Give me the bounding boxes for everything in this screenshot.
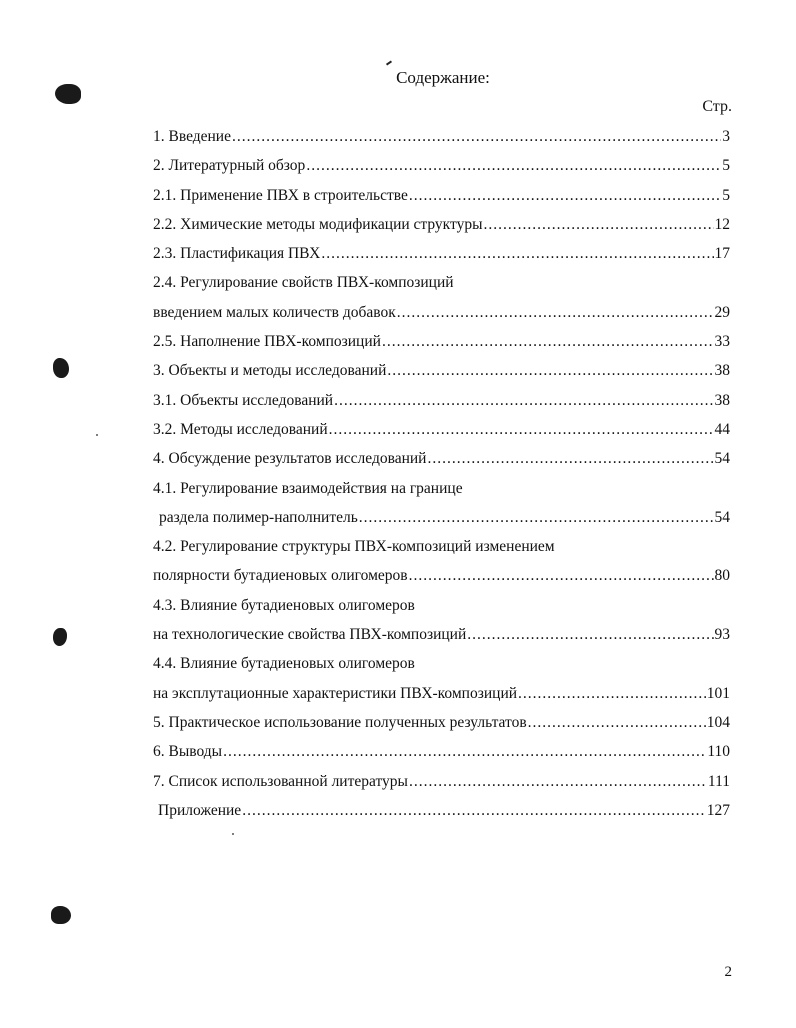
toc-entry-page: 5: [722, 186, 730, 204]
toc-entry-page: 44: [714, 420, 730, 438]
toc-entry-page: 111: [707, 772, 730, 790]
toc-entry-title: 4.1. Регулирование взаимодействия на границе: [153, 479, 463, 497]
table-of-contents: [153, 128, 730, 831]
toc-entry-title: 2. Литературный обзор: [153, 157, 306, 175]
toc-entry-title: 3.1. Объекты исследований: [153, 391, 334, 409]
toc-entry-title: на эксплутационные характеристики ПВХ-композиций: [153, 684, 518, 702]
toc-entry-page: 5: [722, 157, 730, 175]
toc-entry-title: 2.1. Применение ПВХ в строительстве: [153, 186, 408, 204]
toc-entry: [153, 567, 730, 596]
toc-leader: [329, 421, 714, 439]
toc-entry: [153, 773, 730, 802]
toc-entry-title: 5. Практическое использование полученных результатов: [153, 713, 527, 731]
toc-entry: [153, 362, 730, 391]
toc-leader: [223, 743, 706, 761]
toc-leader: [334, 392, 713, 410]
toc-entry: [153, 216, 730, 245]
toc-entry-page: 38: [714, 391, 730, 409]
toc-entry-title: Приложение: [158, 801, 242, 819]
toc-entry-page: 104: [706, 713, 730, 731]
page-column-header: Стр.: [702, 98, 732, 115]
ink-blot-3: [53, 628, 67, 646]
toc-leader: [382, 333, 714, 351]
toc-leader: [387, 362, 713, 380]
toc-entry-title: 2.4. Регулирование свойств ПВХ-композиций: [153, 274, 454, 292]
toc-entry: [153, 743, 730, 772]
toc-entry: [153, 128, 730, 157]
toc-leader: [242, 802, 706, 820]
scan-speck: [96, 434, 98, 436]
toc-entry: [153, 509, 730, 538]
toc-leader: [484, 216, 714, 234]
toc-entry-heading: [153, 538, 730, 567]
toc-entry-page: 12: [714, 215, 730, 233]
toc-leader: [359, 509, 714, 527]
toc-leader: [409, 187, 721, 205]
toc-entry-page: 101: [706, 684, 730, 702]
toc-entry-page: 3: [722, 128, 730, 145]
toc-leader: [409, 567, 714, 585]
toc-leader: [306, 157, 721, 175]
toc-entry: [153, 450, 730, 479]
toc-entry-title: 2.3. Пластификация ПВХ: [153, 245, 321, 263]
toc-entry: [153, 421, 730, 450]
ink-blot-2: [53, 358, 69, 378]
toc-entry-title: 4.4. Влияние бутадиеновых олигомеров: [153, 655, 415, 673]
toc-leader: [397, 304, 714, 322]
toc-entry-title: введением малых количеств добавок: [153, 303, 396, 321]
toc-leader: [518, 685, 706, 703]
toc-entry-title: 7. Список использованной литературы: [153, 772, 408, 790]
toc-entry-title: 4.2. Регулирование структуры ПВХ-композиций изменением: [153, 538, 555, 556]
toc-entry-title: полярности бутадиеновых олигомеров: [153, 567, 408, 585]
toc-entry-title: 4.3. Влияние бутадиеновых олигомеров: [153, 596, 415, 614]
toc-entry-page: 33: [714, 333, 730, 351]
toc-entry-title: 3.2. Методы исследований: [153, 420, 328, 438]
scan-speck: [232, 833, 234, 835]
toc-entry-page: 93: [714, 626, 730, 644]
toc-entry: [153, 626, 730, 655]
toc-entry-page: 110: [707, 743, 730, 761]
toc-leader: [427, 450, 713, 468]
toc-entry-title: 3. Объекты и методы исследований: [153, 362, 387, 380]
toc-entry-page: 38: [714, 362, 730, 380]
toc-entry-title: на технологические свойства ПВХ-композиций: [153, 626, 467, 644]
toc-title: Содержание:: [396, 68, 490, 87]
toc-entry-page: 54: [714, 508, 730, 526]
toc-entry-title: 2.2. Химические методы модификации структуры: [153, 215, 483, 233]
toc-leader: [409, 773, 707, 791]
toc-entry: [153, 245, 730, 274]
toc-leader: [528, 714, 706, 732]
toc-entry: [153, 714, 730, 743]
toc-entry-page: 17: [714, 245, 730, 263]
toc-entry-title: 1. Введение: [153, 128, 231, 145]
toc-entry-title: 2.5. Наполнение ПВХ-композиций: [153, 333, 381, 351]
toc-entry-title: 4. Обсуждение результатов исследований: [153, 450, 427, 468]
toc-entry-title: раздела полимер-наполнитель: [159, 508, 358, 526]
toc-entry: [153, 802, 730, 831]
toc-entry: [153, 685, 730, 714]
toc-entry: [153, 157, 730, 186]
toc-leader: [467, 626, 713, 644]
toc-entry-page: 54: [714, 450, 730, 468]
toc-entry-title: 6. Выводы: [153, 743, 223, 761]
toc-entry: [153, 333, 730, 362]
toc-entry-heading: [153, 655, 730, 684]
page-number: 2: [724, 964, 732, 980]
ink-blot-4: [51, 906, 71, 924]
toc-leader: [321, 245, 713, 263]
toc-entry-page: 127: [706, 801, 730, 819]
toc-entry-heading: [153, 480, 730, 509]
toc-entry-page: 80: [714, 567, 730, 585]
toc-entry: [153, 304, 730, 333]
toc-leader: [232, 128, 721, 146]
toc-entry: [153, 187, 730, 216]
toc-entry: [153, 392, 730, 421]
toc-entry-heading: [153, 597, 730, 626]
toc-entry-heading: [153, 274, 730, 303]
pen-mark: [386, 60, 392, 65]
toc-entry-page: 29: [714, 303, 730, 321]
